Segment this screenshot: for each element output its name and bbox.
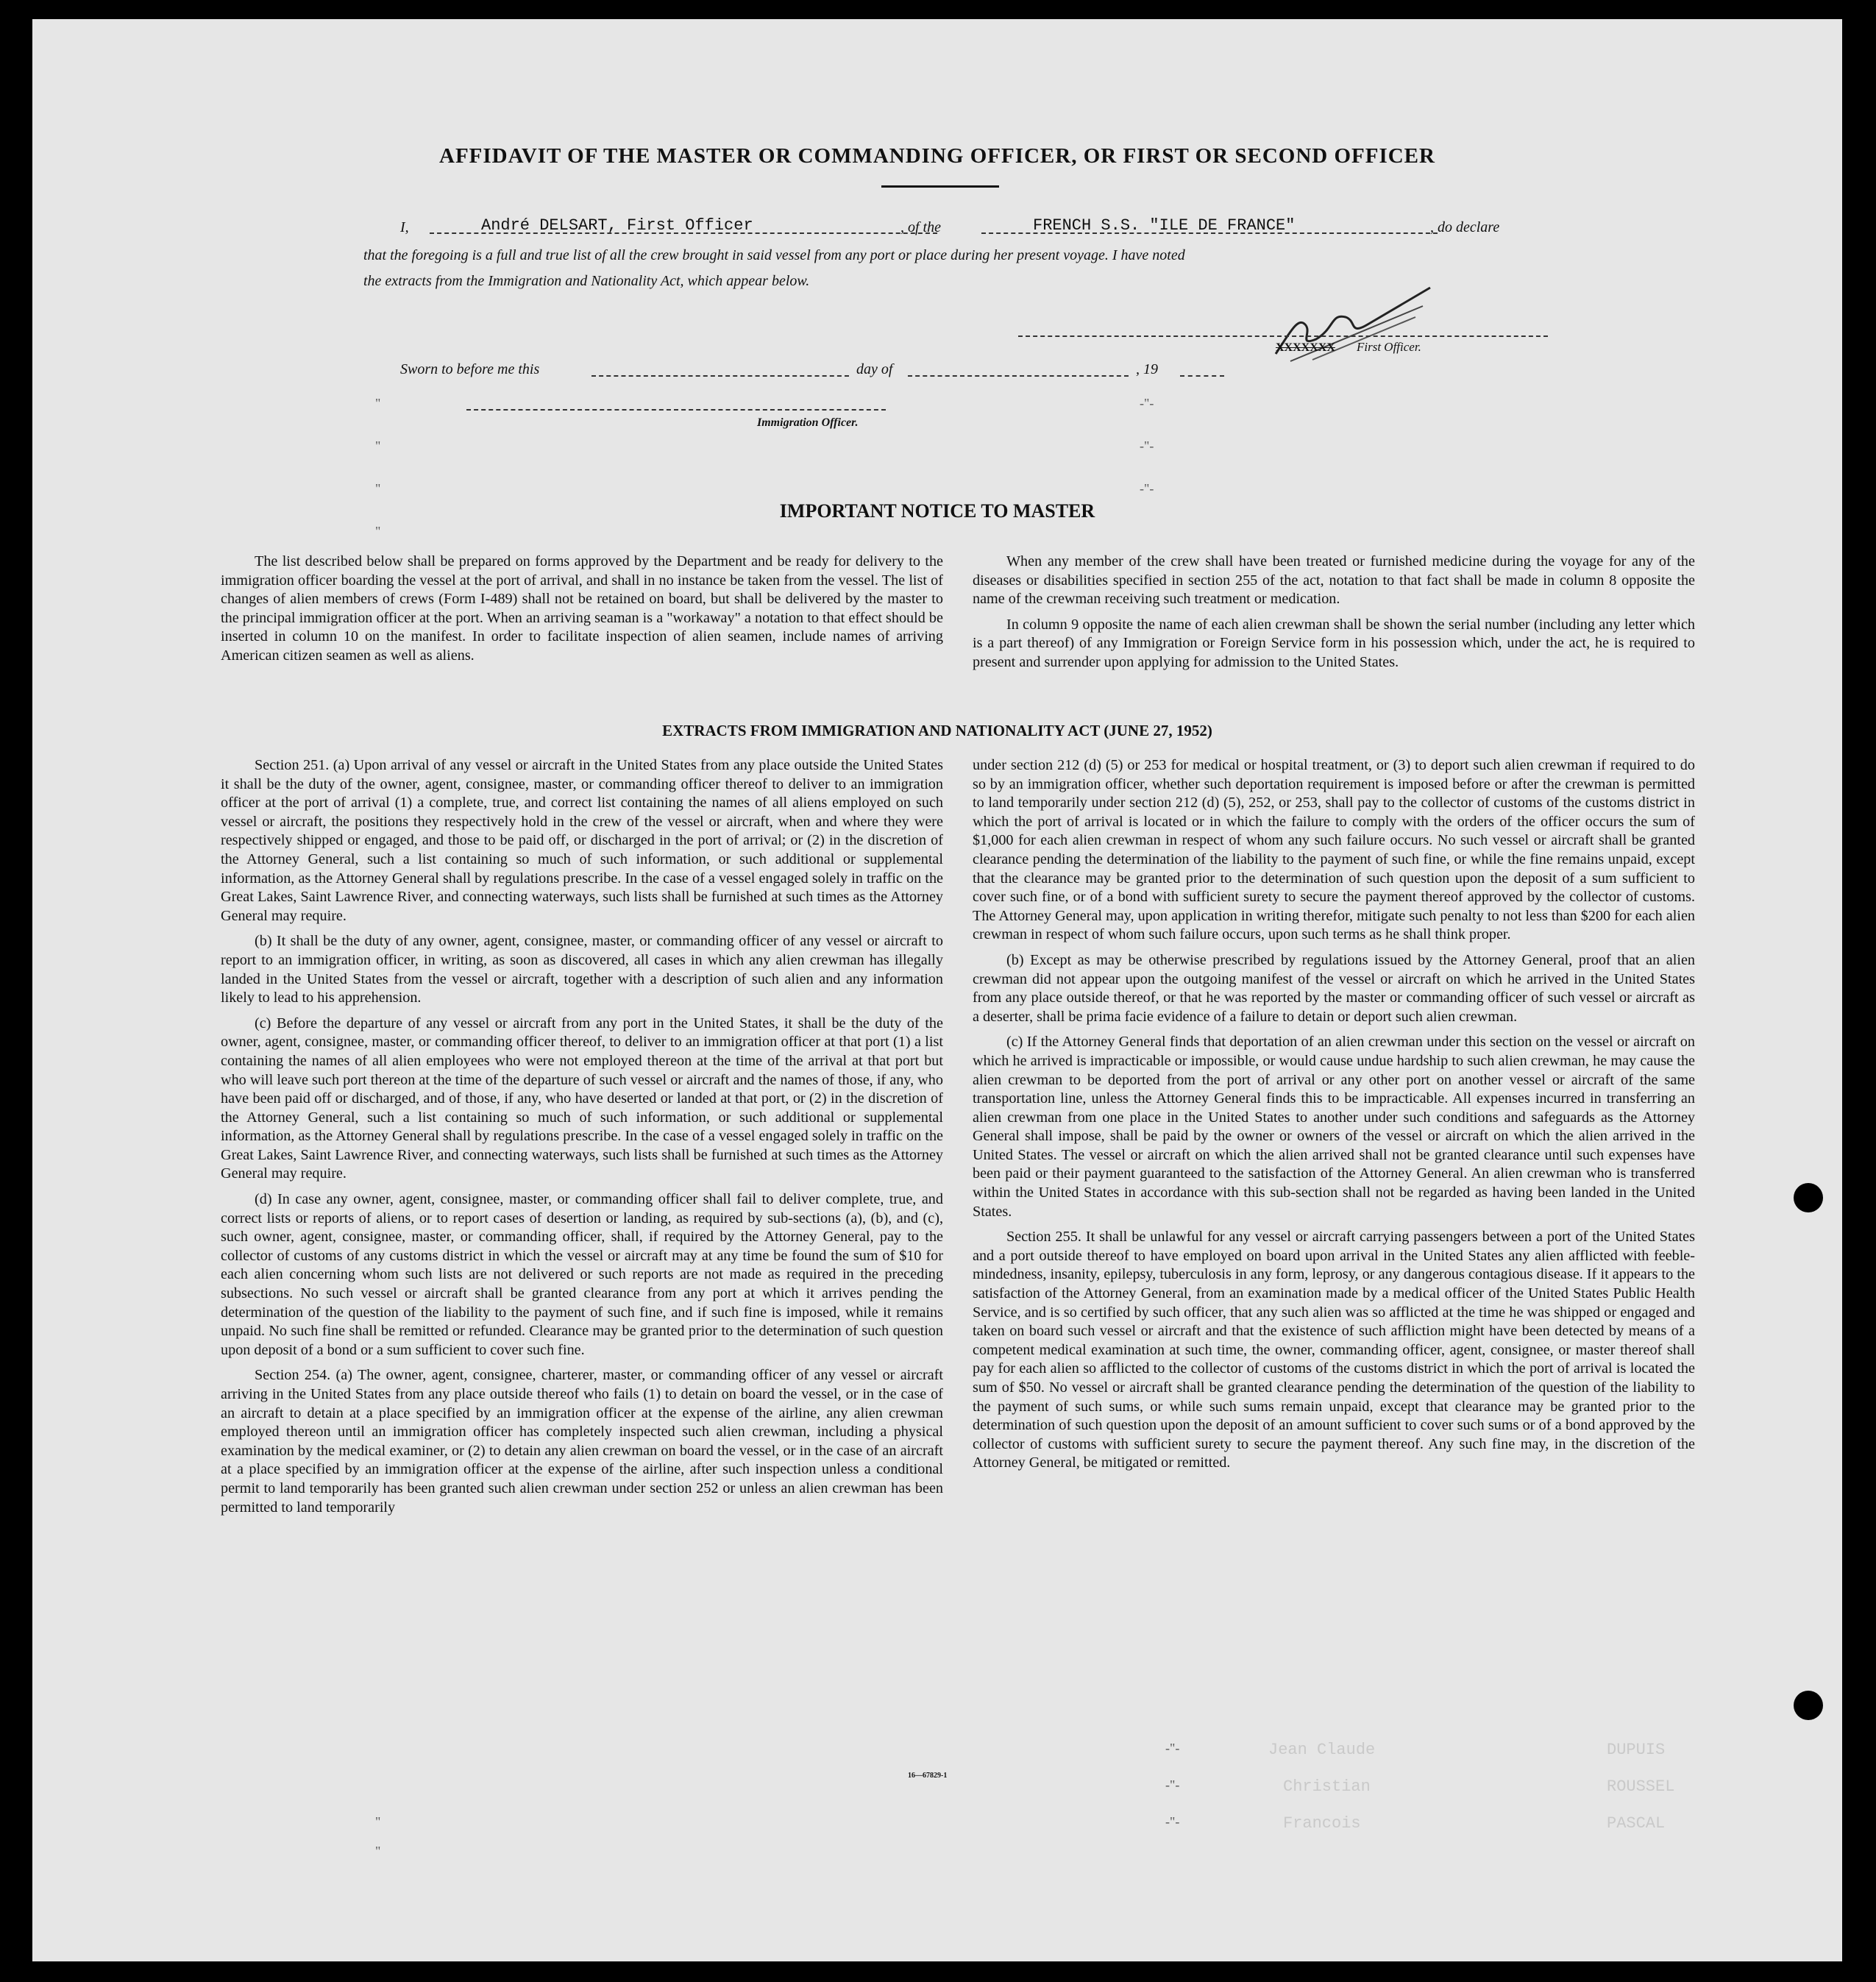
declaration-line-3: the extracts from the Immigration and Nationality Act, which appear below. [363, 273, 810, 289]
extracts-title: EXTRACTS FROM IMMIGRATION AND NATIONALITY ACT (JUNE 27, 1952) [662, 722, 1212, 739]
notice-left-paragraph: The list described below shall be prepared on forms approved by the Department and be ready for delivery to the immigration officer boarding the vessel at the port of arrival, and shall in no instance be taken from the vessel. The list of changes of alien members of crews (Form I-489) shall not be retained on board, but shall be delivered by the master to the principal immigration officer at the port. When an arriving seaman is a "workaway" a notation to that effect should be inserted in column 10 on the manifest. In order to facilitate inspection of alien seamen, include names of arriving American citizen seamen as well as aliens. [221, 553, 943, 664]
declarant-name: André DELSART, First Officer [481, 216, 753, 235]
notice-right-column [973, 553, 1695, 679]
ditto-dash: -"- [1140, 396, 1154, 411]
declare-label: , do declare [1430, 219, 1500, 235]
punch-hole [1794, 1691, 1823, 1720]
year-label: , 19 [1136, 361, 1158, 377]
sworn-day-line [591, 375, 849, 377]
extract-paragraph: Section 251. (a) Upon arrival of any vessel or aircraft in the United States from any place outside the United States it shall be the duty of the owner, agent, consignee, master, or commanding officer thereof to deliver to an immigration officer at the port of arrival (1) a complete, true, and correct list containing the names of all aliens employed on such vessel or aircraft, the positions they respectively hold in the crew of the vessel or aircraft, when and where they were respectively shipped or engaged, and those to be paid off, or discharged in the port of arrival; or (2) in the discretion of the Attorney General, such a list containing so much of such information, or such additional or supplemental information, as the Attorney General shall by regulations prescribe. In the case of a vessel engaged solely in traffic on the Great Lakes, Saint Lawrence River, and connecting waterways, such lists shall be furnished at such times as the Attorney General may require. [221, 757, 943, 924]
ditto-dash: -"- [1140, 438, 1154, 453]
extracts-left-column [221, 756, 943, 1524]
ditto-mark: " [375, 481, 381, 496]
ditto-mark: " [375, 438, 381, 453]
ditto-mark: " [375, 396, 381, 411]
sworn-year-line [1180, 375, 1224, 377]
ditto-dash: -"- [1165, 1777, 1180, 1792]
affidavit-title: AFFIDAVIT OF THE MASTER OR COMMANDING OFFICER, OR FIRST OR SECOND OFFICER [439, 144, 1435, 168]
notice-right-paragraph-2: In column 9 opposite the name of each alien crewman shall be shown the serial number (including any letter which is a part thereof) of any Immigration or Foreign Service form in his possession which, under the act, he is required to present and surrender upon applying for admission to the United States. [973, 616, 1695, 670]
struck-text: XXXXXXX [1276, 341, 1335, 354]
document-page [32, 19, 1842, 1961]
extracts-right-column [973, 756, 1695, 1480]
declaration-line-2: that the foregoing is a full and true list of all the crew brought in said vessel from any port or place during her present voyage. I have noted [363, 247, 1185, 263]
extract-paragraph: (c) Before the departure of any vessel or aircraft from any port in the United States, it shall be the duty of the owner, agent, consignee, master, or commanding officer thereof, to deliver to an immigration officer at that port (1) a list containing the names of all alien employees who were not employed thereon at the time of the arrival at that port but who will leave such port thereon at the time of the departure of such vessel or aircraft and the names of those, if any, who have been paid off or discharged, and of those, if any, who have deserted or landed at that port, or (2) in the discretion of the Attorney General, such a list containing so much of such information, or such additional or supplemental information, as the Attorney General shall by regulations prescribe. In the case of a vessel engaged solely in traffic on the Great Lakes, Saint Lawrence River, and connecting waterways, such lists shall be furnished at such times as the Attorney General may require. [221, 1015, 943, 1182]
extract-paragraph: (d) In case any owner, agent, consignee, master, or commanding officer shall fail to deliver complete, true, and correct lists or reports of aliens, or to report cases of desertion or landing, as required by sub-sections (a), (b), and (c), such owner, agent, consignee, master, or commanding officer, shall, if required by the Attorney General, pay to the collector of customs of any customs district in which the vessel or aircraft may at any time be found the sum of $10 for each alien concerning whom such lists are not delivered or such reports are not made as required in the preceding subsections. No such vessel or aircraft shall be granted clearance from any port at which it arrives pending the determination of the question of the liability to the payment of such fine, and if such fine is imposed, while it remains unpaid. No such fine shall be remitted or refunded. Clearance may be granted prior to the determination of such question upon deposit of a bond or a sum sufficient to cover such fine. [221, 1191, 943, 1358]
day-of-label: day of [856, 361, 893, 377]
title-rule [881, 185, 999, 188]
bleed-through-name: DUPUIS [1607, 1741, 1666, 1759]
notice-left-column [221, 553, 943, 672]
extract-paragraph: (c) If the Attorney General finds that deportation of an alien crewman under this section on the vessel or aircraft on which he arrived is impracticable or impossible, or would cause undue hardship to such alien crewman, he may cause the alien crewman to be deported from the port of arrival or any other port on another vessel or aircraft of the same transportation line, unless the Attorney General finds this to be impracticable. All expenses incurred in transferring an alien crewman from one place in the United States to another under such conditions and safeguards as the Attorney General shall impose, shall be paid by the owner or owners of the vessel or aircraft on which the alien arrived in the United States. The vessel or aircraft on which the alien arrived shall not be granted clearance until such expenses have been paid or their payment guaranteed to the satisfaction of the Attorney General. An alien crewman who is transferred within the United States in accordance with this sub-section shall not be regarded as having been landed in the United States. [973, 1034, 1695, 1220]
ditto-mark: " [375, 1814, 381, 1829]
extract-paragraph: (b) It shall be the duty of any owner, agent, consignee, master, or commanding officer of any vessel or aircraft to report to an immigration officer, in writing, as soon as discovered, all cases in which any alien crewman has illegally landed in the United States from the vessel or aircraft, together with a description of such alien and any information likely to lead to his apprehension. [221, 933, 943, 1006]
ditto-dash: -"- [1165, 1814, 1180, 1829]
bleed-through-name: Jean Claude [1268, 1741, 1376, 1759]
vessel-name: FRENCH S.S. "ILE DE FRANCE" [1033, 216, 1296, 235]
notice-title: IMPORTANT NOTICE TO MASTER [779, 500, 1095, 522]
ditto-mark: " [375, 524, 381, 539]
sworn-month-line [908, 375, 1129, 377]
bleed-through-name: Francois [1283, 1814, 1361, 1833]
immigration-officer-label: Immigration Officer. [757, 416, 859, 429]
ditto-mark: " [375, 1844, 381, 1858]
punch-hole [1794, 1183, 1823, 1212]
ditto-dash: -"- [1165, 1741, 1180, 1755]
officer-signature [1246, 273, 1452, 376]
immigration-officer-line [466, 409, 886, 411]
bleed-through-name: ROUSSEL [1607, 1777, 1675, 1796]
ditto-dash: -"- [1140, 481, 1154, 496]
signature-line [1018, 335, 1548, 337]
form-number: 16—67829-1 [908, 1772, 948, 1780]
notice-right-paragraph-1: When any member of the crew shall have been treated or furnished medicine during the voyage for any of the diseases or disabilities specified in section 255 of the act, notation to that fact shall be made in column 8 opposite the name of the crewman receiving such treatment or medication. [973, 553, 1695, 608]
extract-paragraph: (b) Except as may be otherwise prescribed by regulations issued by the Attorney General, proof that an alien crewman did not appear upon the outgoing manifest of the vessel or aircraft on which he arrived in the United States from any place outside thereof, or that he was reported by the master or commanding officer of such vessel or aircraft as a deserter, shall be prima facie evidence of a failure to detain or deport such alien crewman. [973, 951, 1695, 1025]
signature-caption: First Officer. [1357, 340, 1421, 354]
bleed-through-name: PASCAL [1607, 1814, 1666, 1833]
of-the-label: , of the [900, 219, 941, 235]
extract-paragraph: Section 255. It shall be unlawful for any vessel or aircraft carrying passengers between a port of the United States and a port outside thereof to have employed on board upon arrival in the United States any alien afflicted with feeble-mindedness, insanity, epilepsy, tuberculosis in any form, leprosy, or any dangerous contagious disease. If it appears to the satisfaction of the Attorney General, from an examination made by a medical officer of the United States Public Health Service, and is so certified by such officer, that any such alien was so afflicted at the time he was shipped or engaged and taken on board such vessel or aircraft and that the existence of such affliction might have been detected by means of a competent medical examination at such time, the owner, commanding officer, agent, consignee, or master thereof shall pay for each alien so afflicted to the collector of customs of the customs district in which the port of arrival is located the sum of $50. No vessel or aircraft shall be granted clearance pending the determination of the question of the liability to the payment of such sums, or while such sums remain unpaid, except that clearance may be granted prior to the determination of such question upon the deposit of an amount sufficient to cover such sums or of a bond approved by the collector of customs with sufficient surety to secure the payment thereof. Any such fine may, in the discretion of the Attorney General, be mitigated or remitted. [973, 1229, 1695, 1471]
sworn-label: Sworn to before me this [400, 361, 540, 377]
bleed-through-name: Christian [1283, 1777, 1371, 1796]
extract-paragraph: under section 212 (d) (5) or 253 for medical or hospital treatment, or (3) to deport such alien crewman if required to do so by an immigration officer, whether such deportation requirement is imposed before or after the crewman is permitted to land temporarily under section 212 (d) (5), 252, or 253, shall pay to the collector of customs of the customs district in which the port of arrival is located or in which the failure to comply with the orders of the officer occurs the sum of $1,000 for each alien crewman in respect of whom any such failure occurs. No such vessel or aircraft shall be granted clearance pending the determination of the liability to the payment of such fine, or while the fine remains unpaid, except that the clearance may be granted prior to the determination of such question upon the deposit of a sum sufficient to cover such fine, or of a bond with sufficient surety to secure the payment thereof approved by the collector of customs. The Attorney General may, upon application in writing therefor, mitigate such penalty to not less than $200 for each alien crewman in respect of whom such failure occurs, upon such terms as he shall think proper. [973, 757, 1695, 943]
extract-paragraph: Section 254. (a) The owner, agent, consignee, charterer, master, or commanding officer of any vessel or aircraft arriving in the United States from any place outside thereof who fails (1) to detain on board the vessel, or in the case of an aircraft to detain at a place specified by an immigration officer at the expense of the airline, any alien crewman employed thereon until an immigration officer has completely inspected such alien crewman, including a physical examination by the medical examiner, or (2) to detain any alien crewman on board the vessel, or in the case of an aircraft at a place specified by an immigration officer at the expense of the airline, after such inspection unless a conditional permit to land temporarily has been granted such alien crewman under section 252 or unless an alien crewman has been permitted to land temporarily [221, 1367, 943, 1516]
i-label: I, [400, 219, 409, 235]
